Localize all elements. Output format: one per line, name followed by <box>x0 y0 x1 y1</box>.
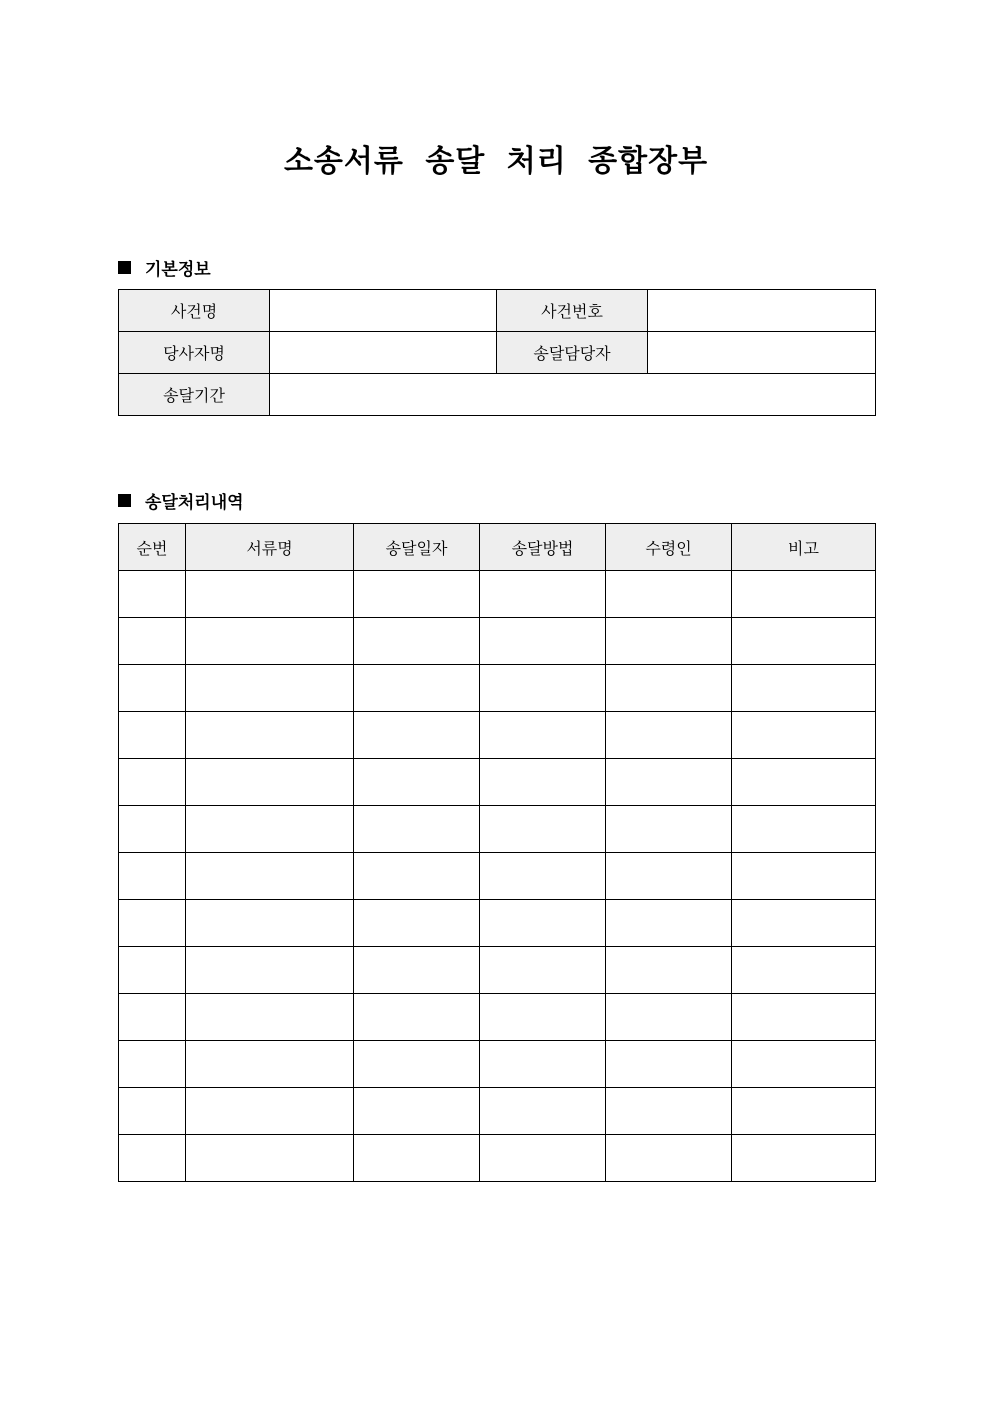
table-row <box>119 712 876 759</box>
delivery-method-cell[interactable] <box>480 618 606 665</box>
document-name-cell[interactable] <box>186 994 354 1041</box>
recipient-cell[interactable] <box>606 947 732 994</box>
delivery-method-cell[interactable] <box>480 900 606 947</box>
delivery-date-cell[interactable] <box>354 665 480 712</box>
document-name-cell[interactable] <box>186 900 354 947</box>
number-cell[interactable] <box>119 571 186 618</box>
delivery-date-cell[interactable] <box>354 1088 480 1135</box>
document-name-cell[interactable] <box>186 618 354 665</box>
table-row <box>119 1135 876 1182</box>
recipient-cell[interactable] <box>606 1041 732 1088</box>
square-bullet-icon <box>118 261 131 274</box>
table-row <box>119 947 876 994</box>
delivery-manager-field[interactable] <box>648 332 876 374</box>
remarks-cell[interactable] <box>732 759 876 806</box>
recipient-cell[interactable] <box>606 618 732 665</box>
delivery-method-cell[interactable] <box>480 665 606 712</box>
column-header-delivery-date: 송달일자 <box>354 524 480 571</box>
delivery-date-cell[interactable] <box>354 1135 480 1182</box>
party-name-field[interactable] <box>270 332 497 374</box>
document-name-cell[interactable] <box>186 853 354 900</box>
square-bullet-icon <box>118 494 131 507</box>
recipient-cell[interactable] <box>606 1088 732 1135</box>
basic-info-table <box>118 289 876 416</box>
table-row <box>119 571 876 618</box>
number-cell[interactable] <box>119 853 186 900</box>
remarks-cell[interactable] <box>732 1088 876 1135</box>
document-name-cell[interactable] <box>186 712 354 759</box>
recipient-cell[interactable] <box>606 900 732 947</box>
delivery-method-cell[interactable] <box>480 1088 606 1135</box>
table-row <box>119 806 876 853</box>
number-cell[interactable] <box>119 712 186 759</box>
recipient-cell[interactable] <box>606 759 732 806</box>
table-row <box>119 665 876 712</box>
case-number-label: 사건번호 <box>497 290 648 332</box>
delivery-method-cell[interactable] <box>480 759 606 806</box>
column-header-remarks: 비고 <box>732 524 876 571</box>
column-header-delivery-method: 송달방법 <box>480 524 606 571</box>
case-number-field[interactable] <box>648 290 876 332</box>
delivery-date-cell[interactable] <box>354 994 480 1041</box>
number-cell[interactable] <box>119 947 186 994</box>
delivery-date-cell[interactable] <box>354 618 480 665</box>
delivery-method-cell[interactable] <box>480 806 606 853</box>
delivery-date-cell[interactable] <box>354 571 480 618</box>
records-heading-text: 송달처리내역 <box>145 493 244 513</box>
number-cell[interactable] <box>119 1041 186 1088</box>
document-name-cell[interactable] <box>186 665 354 712</box>
delivery-date-cell[interactable] <box>354 712 480 759</box>
records-heading <box>118 488 244 513</box>
delivery-records-table <box>118 523 876 1182</box>
table-row <box>119 994 876 1041</box>
remarks-cell[interactable] <box>732 947 876 994</box>
table-row <box>119 374 876 416</box>
table-row <box>119 332 876 374</box>
document-title: 소송서류 송달 처리 종합장부 <box>283 144 709 179</box>
number-cell[interactable] <box>119 759 186 806</box>
delivery-method-cell[interactable] <box>480 571 606 618</box>
delivery-date-cell[interactable] <box>354 806 480 853</box>
delivery-method-cell[interactable] <box>480 994 606 1041</box>
table-row <box>119 290 876 332</box>
remarks-cell[interactable] <box>732 665 876 712</box>
table-row <box>119 1088 876 1135</box>
remarks-cell[interactable] <box>732 712 876 759</box>
number-cell[interactable] <box>119 618 186 665</box>
document-name-cell[interactable] <box>186 806 354 853</box>
delivery-date-cell[interactable] <box>354 759 480 806</box>
column-header-document-name: 서류명 <box>186 524 354 571</box>
delivery-method-cell[interactable] <box>480 853 606 900</box>
column-header-recipient: 수령인 <box>606 524 732 571</box>
basic-info-heading <box>118 255 211 280</box>
delivery-manager-label: 송달담당자 <box>497 332 648 374</box>
basic-info-heading-text: 기본정보 <box>145 260 211 280</box>
delivery-period-label: 송달기간 <box>119 374 270 416</box>
delivery-period-field[interactable] <box>270 374 876 416</box>
number-cell[interactable] <box>119 1088 186 1135</box>
number-cell[interactable] <box>119 900 186 947</box>
remarks-cell[interactable] <box>732 994 876 1041</box>
number-cell[interactable] <box>119 665 186 712</box>
table-row <box>119 618 876 665</box>
delivery-method-cell[interactable] <box>480 712 606 759</box>
column-header-number: 순번 <box>119 524 186 571</box>
delivery-method-cell[interactable] <box>480 1041 606 1088</box>
document-name-cell[interactable] <box>186 1041 354 1088</box>
table-row <box>119 853 876 900</box>
document-name-cell[interactable] <box>186 1088 354 1135</box>
recipient-cell[interactable] <box>606 712 732 759</box>
recipient-cell[interactable] <box>606 994 732 1041</box>
remarks-cell[interactable] <box>732 618 876 665</box>
remarks-cell[interactable] <box>732 1041 876 1088</box>
recipient-cell[interactable] <box>606 571 732 618</box>
delivery-method-cell[interactable] <box>480 947 606 994</box>
recipient-cell[interactable] <box>606 853 732 900</box>
delivery-date-cell[interactable] <box>354 853 480 900</box>
number-cell[interactable] <box>119 994 186 1041</box>
remarks-cell[interactable] <box>732 853 876 900</box>
number-cell[interactable] <box>119 806 186 853</box>
document-name-cell[interactable] <box>186 759 354 806</box>
delivery-method-cell[interactable] <box>480 1135 606 1182</box>
table-header-row <box>119 524 876 571</box>
records-body <box>119 571 876 1182</box>
case-name-field[interactable] <box>270 290 497 332</box>
document-name-cell[interactable] <box>186 947 354 994</box>
table-row <box>119 900 876 947</box>
remarks-cell[interactable] <box>732 900 876 947</box>
remarks-cell[interactable] <box>732 571 876 618</box>
recipient-cell[interactable] <box>606 665 732 712</box>
remarks-cell[interactable] <box>732 1135 876 1182</box>
remarks-cell[interactable] <box>732 806 876 853</box>
delivery-date-cell[interactable] <box>354 947 480 994</box>
number-cell[interactable] <box>119 1135 186 1182</box>
table-row <box>119 759 876 806</box>
party-name-label: 당사자명 <box>119 332 270 374</box>
document-name-cell[interactable] <box>186 1135 354 1182</box>
delivery-date-cell[interactable] <box>354 900 480 947</box>
document-name-cell[interactable] <box>186 571 354 618</box>
recipient-cell[interactable] <box>606 1135 732 1182</box>
table-row <box>119 1041 876 1088</box>
case-name-label: 사건명 <box>119 290 270 332</box>
recipient-cell[interactable] <box>606 806 732 853</box>
delivery-date-cell[interactable] <box>354 1041 480 1088</box>
